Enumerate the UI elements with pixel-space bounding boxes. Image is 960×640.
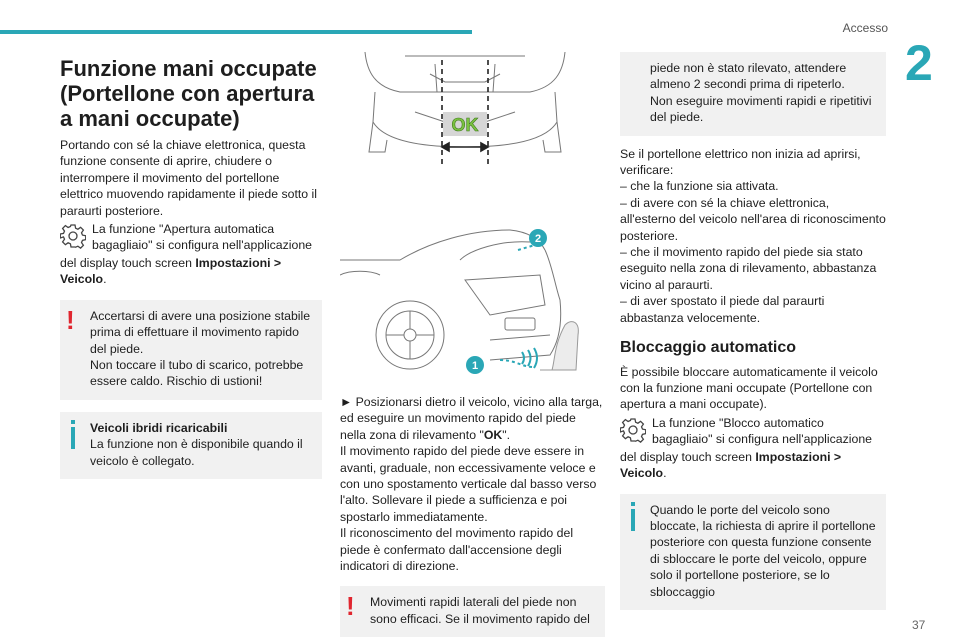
settings-note-text: La funzione "Blocco automatico bagagliaio" si configura nell'applicazione xyxy=(652,415,873,447)
chapter-number: 2 xyxy=(905,35,933,91)
settings-note-cont-text: del display touch screen xyxy=(620,449,752,464)
warning-cont-2: Non eseguire movimenti rapidi e ripetitivi del piede. xyxy=(650,93,872,125)
info-box-2 xyxy=(620,494,886,610)
warning-box-cont xyxy=(620,52,886,136)
intro-paragraph: Portando con sé la chiave elettronica, questa funzione consente di aprire, chiudere o interrompere il movimento del portellone elettrico muovendo rapidamente il piede sotto il paraurti posteriore. xyxy=(60,138,318,218)
settings-note-end: . xyxy=(663,466,667,481)
warning-box xyxy=(60,300,322,400)
section-title: Accesso xyxy=(842,21,888,35)
settings-menu-path: Impostazioni > Veicolo xyxy=(620,449,842,481)
step-text-b: ". xyxy=(502,427,511,442)
step-marker: ► xyxy=(340,395,353,409)
warning-icon: ! xyxy=(66,304,75,335)
step-paragraph xyxy=(340,394,605,443)
column-1 xyxy=(60,56,322,479)
info-icon xyxy=(66,427,75,449)
info-text: Quando le porte del veicolo sono bloccate, la richiesta di aprire il portellone posteriore con questa funzione consente di sbloccare le porte del veicolo, oppure solo il portellone posteriore, se lo sbloccaggio xyxy=(650,502,876,599)
settings-note-text: La funzione "Apertura automatica bagagliaio" si configura nell'applicazione xyxy=(92,222,313,253)
gear-icon xyxy=(620,417,646,443)
warning-text: Accertarsi di avere una posizione stabile prima di effettuare il movimento rapido del piede. xyxy=(90,308,311,356)
settings-note-cont xyxy=(60,255,322,288)
gear-icon xyxy=(60,223,86,249)
column-3 xyxy=(620,52,886,610)
lock-intro: È possibile bloccare automaticamente il veicolo con la funzione mani occupate (Portellone con apertura a mani occupate). xyxy=(620,364,878,412)
info-box xyxy=(60,412,322,479)
check-item: – che il movimento rapido del piede sia stato eseguito nella zona di rilevamento, abbastanza vicino al paraurti. xyxy=(620,245,877,292)
info-icon xyxy=(626,509,635,531)
check-item: – di aver spostato il piede dal paraurti abbastanza velocemente. xyxy=(620,294,825,325)
page-number: 37 xyxy=(912,618,926,632)
ok-label: OK xyxy=(451,115,479,135)
settings-menu-path: Impostazioni > Veicolo xyxy=(60,256,282,287)
check-intro: Se il portellone elettrico non inizia ad aprirsi, verificare: xyxy=(620,146,861,178)
movement-paragraph: Il movimento rapido del piede deve essere in avanti, graduale, non eccessivamente veloce e con uno spostamento verticale dal basso verso l'alto. Sollevare il piede a sufficienza e poi spostarlo immediatamente. xyxy=(340,444,597,524)
settings-note-end: . xyxy=(103,272,107,287)
rear-view-illustration xyxy=(345,52,585,212)
callout-1: 1 xyxy=(471,360,479,372)
warning-icon: ! xyxy=(346,591,355,622)
warning-text: Movimenti rapidi laterali del piede non sono efficaci. Se il movimento rapido del xyxy=(370,595,590,626)
section-subtitle: Bloccaggio automatico xyxy=(620,339,797,357)
info-title: Veicoli ibridi ricaricabili xyxy=(90,420,228,435)
info-text: La funzione non è disponibile quando il veicolo è collegato. xyxy=(90,437,303,468)
check-item: – che la funzione sia attivata. xyxy=(620,179,779,194)
warning-cont-1: piede non è stato rilevato, attendere almeno 2 secondi prima di ripeterlo. xyxy=(650,61,847,92)
column-2 xyxy=(340,52,605,637)
step-text-a: Posizionarsi dietro il veicolo, vicino alla targa, ed eseguire un movimento rapido del piede nella zona di rilevamento " xyxy=(340,395,603,442)
confirmation-paragraph: Il riconoscimento del movimento rapido del piede è confermato dall'accensione degli indicatori di direzione. xyxy=(340,526,574,574)
check-item: – di avere con sé la chiave elettronica, all'esterno del veicolo nell'area di riconoscimento posteriore. xyxy=(620,195,886,243)
settings-note-2 xyxy=(620,415,886,449)
warning-box-2 xyxy=(340,586,605,637)
step-ok: OK xyxy=(483,427,503,442)
settings-note xyxy=(60,221,322,255)
warning-text-2: Non toccare il tubo di scarico, potrebbe essere caldo. Rischio di ustioni! xyxy=(90,358,304,389)
settings-note-cont xyxy=(620,449,886,482)
settings-note-cont-text: del display touch screen xyxy=(60,256,192,271)
header-accent-bar xyxy=(0,30,472,34)
side-view-illustration xyxy=(340,220,590,380)
page-title: Funzione mani occupate (Portellone con apertura a mani occupate) xyxy=(60,56,317,131)
callout-2: 2 xyxy=(534,233,542,245)
